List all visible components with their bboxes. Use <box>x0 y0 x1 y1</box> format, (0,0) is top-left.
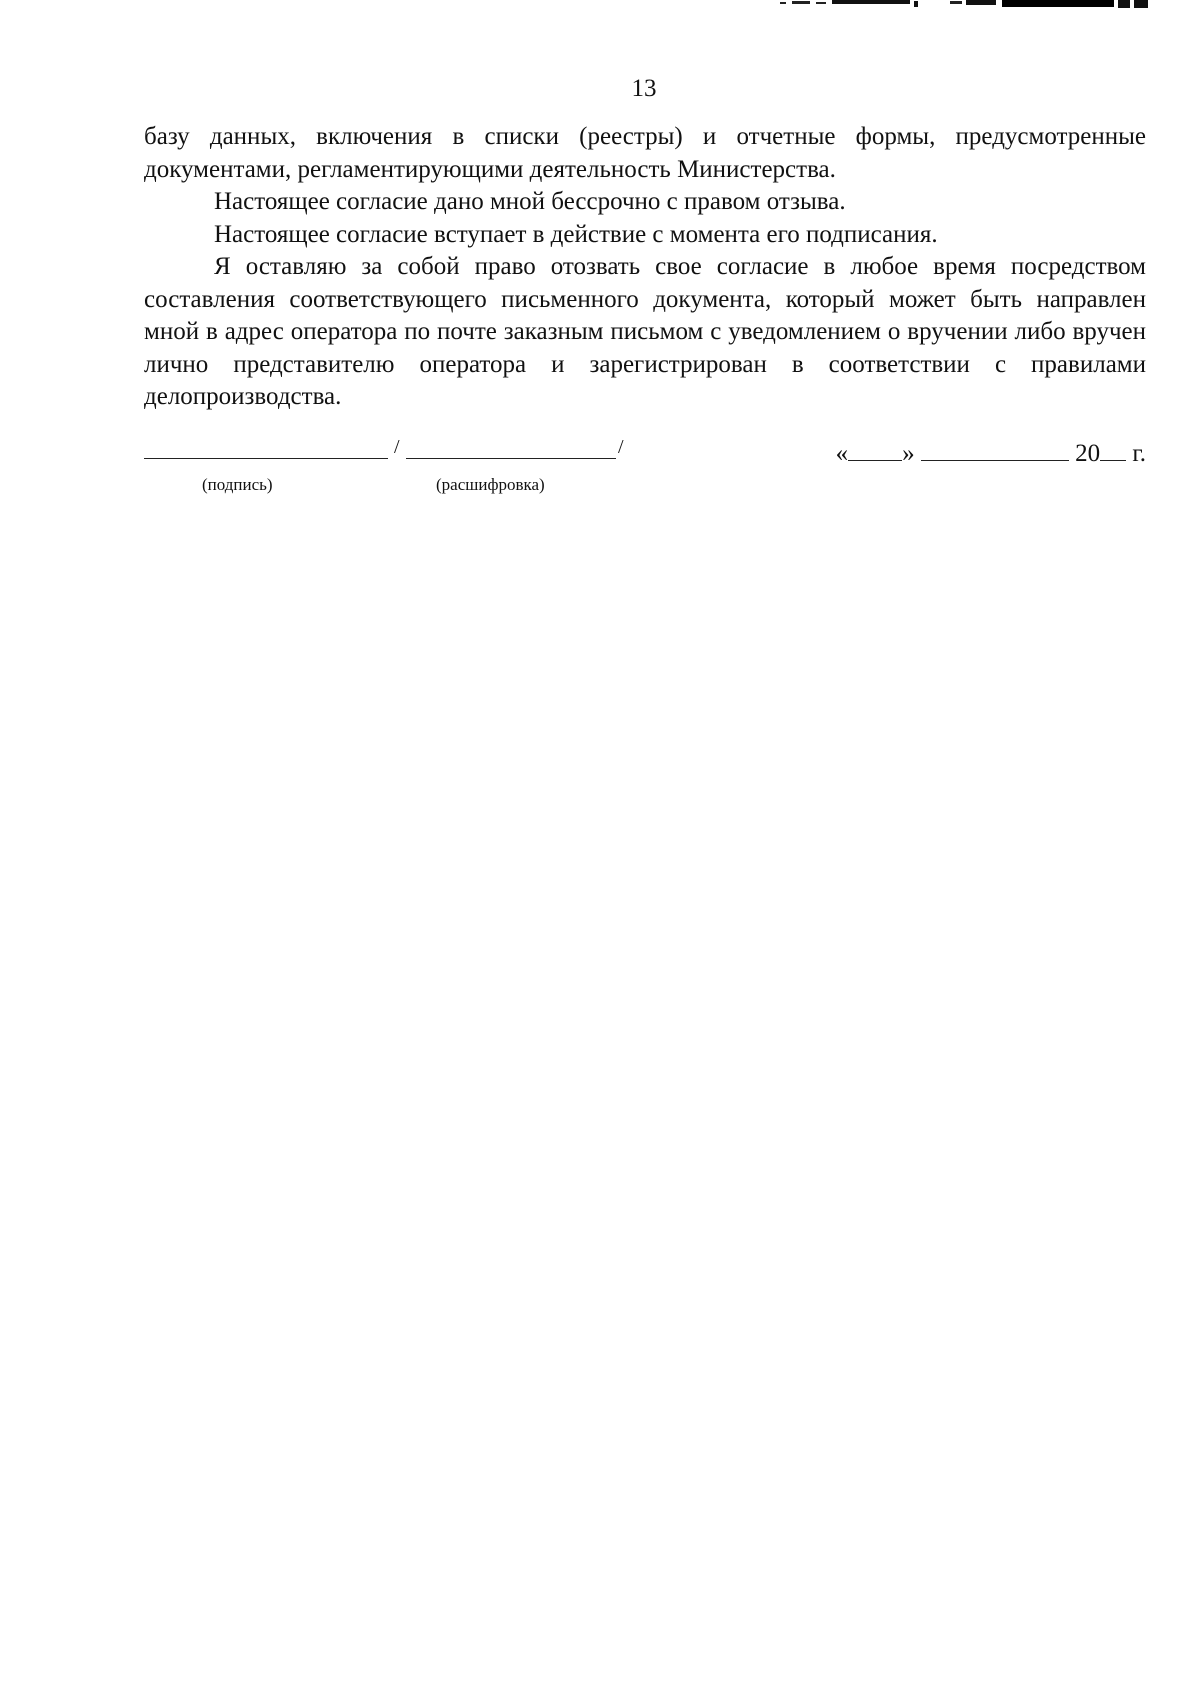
date-open-quote: « <box>835 440 849 467</box>
signature-slash-right: / <box>618 436 624 458</box>
date-close-quote: » <box>902 440 915 467</box>
day-blank <box>848 438 902 461</box>
year-prefix: 20 <box>1075 440 1101 467</box>
document-body <box>144 121 1146 414</box>
page-number: 13 <box>631 75 657 102</box>
scan-edge-marks <box>780 0 1150 10</box>
decoding-caption: (расшифровка) <box>436 475 545 494</box>
date-field <box>836 438 1146 470</box>
month-blank <box>921 438 1069 461</box>
signature-row <box>144 438 1146 498</box>
signature-blank-line <box>144 458 388 459</box>
decoding-blank-line <box>406 458 616 459</box>
paragraph-continuation: базу данных, включения в списки (реестры) и отчетные формы, предусмотренные документами, регламентирующими деятельность Министерства. <box>144 123 1146 183</box>
year-blank <box>1100 438 1126 461</box>
paragraph-consent-term: Настоящее согласие дано мной бессрочно с правом отзыва. <box>214 188 846 215</box>
signature-caption: (подпись) <box>202 475 273 494</box>
paragraph-consent-effective: Настоящее согласие вступает в действие с момента его подписания. <box>214 220 938 248</box>
year-suffix: г. <box>1132 440 1146 467</box>
signature-slash-left: / <box>394 436 400 458</box>
paragraph-revocation-right: Я оставляю за собой право отозвать свое согласие в любое время посредством составления соответствующего письменного документа, который может быть направлен мной в адрес оператора по почте заказным письмом с уведомлением о вручении либо вручен лично представителю оператора и зарегистрирован в соответствии с правилами делопроизводства. <box>144 253 1146 410</box>
